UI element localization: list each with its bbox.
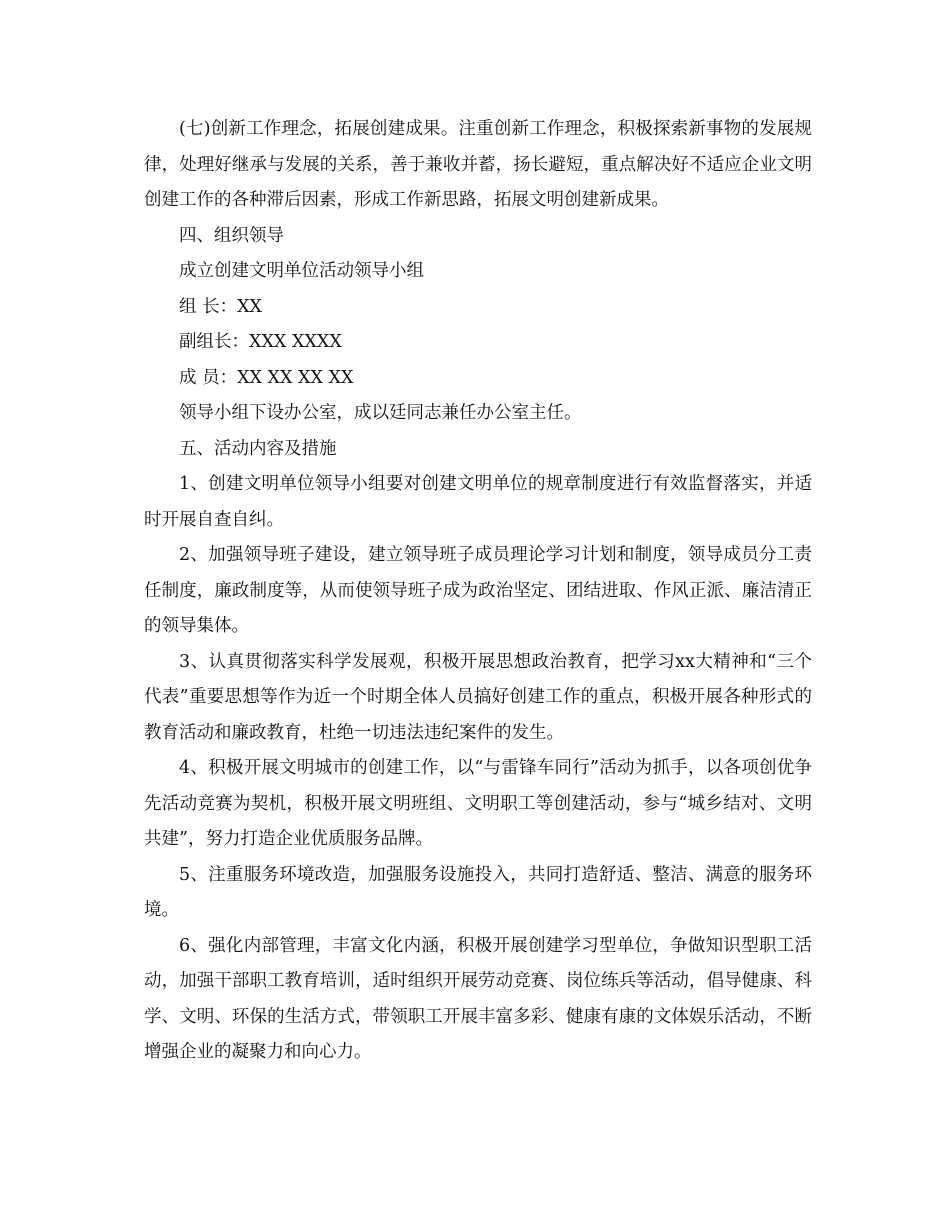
list-item-4: 4、积极开展文明城市的创建工作，以“与雷锋车同行”活动为抓手，以各项创优争先活动竞赛为契机，积极开展文明班组、文明职工等创建活动，参与“城乡结对、文明共建”，努力打造企业优质服务品牌。 bbox=[144, 758, 812, 849]
group-leader-line: 组 长：XX bbox=[179, 296, 262, 317]
list-item-2: 2、加强领导班子建设，建立领导班子成员理论学习计划和制度，领导成员分工责任制度，廉政制度等，从而使领导班子成为政治坚定、团结进取、作风正派、廉洁清正的领导集体。 bbox=[144, 545, 812, 636]
list-item-5: 5、注重服务环境改造，加强服务设施投入，共同打造舒适、整洁、满意的服务环境。 bbox=[144, 864, 812, 920]
deputy-leader-line: 副组长：XXX XXXX bbox=[179, 332, 342, 352]
list-item-6: 6、强化内部管理，丰富文化内涵，积极开展创建学习型单位，争做知识型职工活动，加强干部职工教育培训，适时组织开展劳动竞赛、岗位练兵等活动，倡导健康、科学、文明、环保的生活方式，带领职工开展丰富多彩、健康有康的文体娱乐活动，不断增强企业的凝聚力和向心力。 bbox=[144, 935, 812, 1062]
paragraph-leading-group: 成立创建文明单位活动领导小组 bbox=[179, 261, 424, 281]
office-line: 领导小组下设办公室，成以廷同志兼任办公室主任。 bbox=[179, 403, 582, 423]
paragraph-innovation: (七)创新工作理念，拓展创建成果。注重创新工作理念，积极探索新事物的发展规律，处理好继承与发展的关系，善于兼收并蓄，扬长避短，重点解决好不适应企业文明创建工作的各种滞后因素，形成工作新思路，拓展文明创建新成果。 bbox=[144, 119, 812, 210]
section-heading-organization: 四、组织领导 bbox=[179, 225, 284, 246]
list-item-3: 3、认真贯彻落实科学发展观，积极开展思想政治教育，把学习xx大精神和“三个代表”重要思想等作为近一个时期全体人员搞好创建工作的重点，积极开展各种形式的教育活动和廉政教育，杜绝一切违法违纪案件的发生。 bbox=[144, 651, 812, 743]
document-body bbox=[144, 112, 812, 1071]
members-line: 成 员：XX XX XX XX bbox=[179, 367, 354, 388]
section-heading-activities: 五、活动内容及措施 bbox=[179, 438, 337, 459]
list-item-1: 1、创建文明单位领导小组要对创建文明单位的规章制度进行有效监督落实，并适时开展自查自纠。 bbox=[144, 474, 812, 530]
